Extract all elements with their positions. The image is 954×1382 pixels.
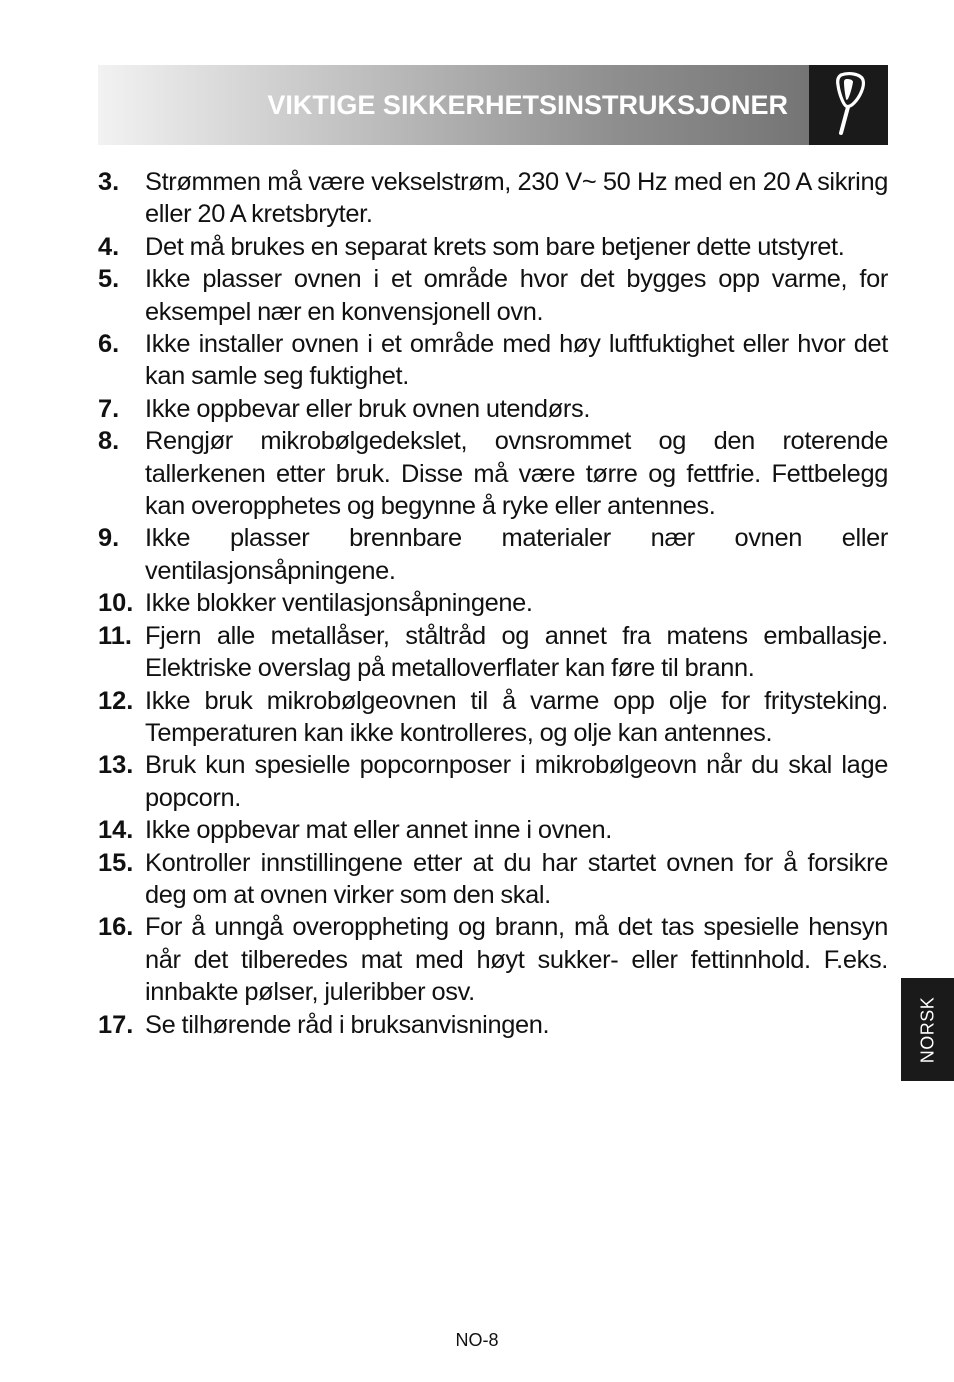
instruction-item xyxy=(98,522,888,587)
instruction-number: 8. xyxy=(98,427,120,456)
instruction-number: 10. xyxy=(98,589,134,618)
section-header xyxy=(98,65,888,145)
warning-icon-box xyxy=(809,65,888,145)
instruction-item xyxy=(98,1009,888,1041)
instruction-number: 16. xyxy=(98,913,134,942)
instruction-number: 14. xyxy=(98,816,134,845)
instruction-number: 4. xyxy=(98,232,120,261)
instruction-number: 13. xyxy=(98,751,134,780)
instruction-text: Strømmen må være vekselstrøm, 230 V~ 50 Hz med en 20 A sikring eller 20 A kretsbryter. xyxy=(145,168,888,229)
instruction-number: 17. xyxy=(98,1010,134,1039)
instruction-number: 6. xyxy=(98,330,120,359)
language-tab xyxy=(901,978,954,1081)
page-number: NO-8 xyxy=(455,1330,499,1350)
instruction-item xyxy=(98,328,888,393)
instruction-text: Se tilhørende råd i bruksanvisningen. xyxy=(145,1010,550,1039)
instruction-number: 15. xyxy=(98,848,134,877)
instruction-item xyxy=(98,814,888,846)
instruction-item xyxy=(98,749,888,814)
instruction-text: Ikke blokker ventilasjonsåpningene. xyxy=(145,589,533,618)
language-tab-label: NORSK xyxy=(917,996,937,1063)
warning-exclamation-icon xyxy=(827,71,869,139)
instruction-item xyxy=(98,263,888,328)
instruction-text: Ikke oppbevar mat eller annet inne i ovnen. xyxy=(145,816,612,845)
instructions-list xyxy=(98,166,888,1041)
instruction-text: Ikke plasser brennbare materialer nær ovnen eller ventilasjonsåpningene. xyxy=(145,524,888,585)
instruction-number: 7. xyxy=(98,394,120,423)
instruction-item xyxy=(98,847,888,912)
instruction-item xyxy=(98,425,888,522)
instruction-text: Ikke bruk mikrobølgeovnen til å varme opp olje for fritysteking. Temperaturen kan ikke kontrolleres, og olje kan antennes. xyxy=(145,686,888,747)
instruction-number: 12. xyxy=(98,686,134,715)
instruction-text: Rengjør mikrobølgedekslet, ovnsrommet og den roterende tallerkenen etter bruk. Disse må være tørre og fettfrie. Fettbelegg kan overopphetes og begynne å ryke eller antennes. xyxy=(145,427,888,521)
instruction-text: Fjern alle metallåser, ståltråd og annet fra matens emballasje. Elektriske overslag på metalloverflater kan føre til brann. xyxy=(145,621,888,683)
instruction-text: Bruk kun spesielle popcornposer i mikrobølgeovn når du skal lage popcorn. xyxy=(145,751,888,812)
section-title: VIKTIGE SIKKERHETSINSTRUKSJONER xyxy=(267,90,788,120)
instruction-text: Det må brukes en separat krets som bare betjener dette utstyret. xyxy=(145,232,845,261)
instruction-item xyxy=(98,587,888,619)
instruction-item xyxy=(98,231,888,263)
instruction-text: Ikke oppbevar eller bruk ovnen utendørs. xyxy=(145,394,591,423)
instruction-text: Kontroller innstillingene etter at du har startet ovnen for å forsikre deg om at ovnen virker som den skal. xyxy=(145,848,888,909)
instruction-item xyxy=(98,911,888,1008)
instruction-number: 11. xyxy=(98,621,132,650)
instruction-item xyxy=(98,166,888,231)
instruction-item xyxy=(98,393,888,425)
instruction-text: Ikke installer ovnen i et område med høy luftfuktighet eller hvor det kan samle seg fuktighet. xyxy=(145,330,888,391)
instruction-text: For å unngå overoppheting og brann, må det tas spesielle hensyn når det tilberedes mat med høyt sukker- eller fettinnhold. F.eks. innbakte pølser, juleribber osv. xyxy=(145,913,888,1007)
instruction-item xyxy=(98,620,888,685)
instruction-text: Ikke plasser ovnen i et område hvor det bygges opp varme, for eksempel nær en konvensjonell ovn. xyxy=(145,265,888,326)
instruction-number: 9. xyxy=(98,524,120,553)
instruction-number: 5. xyxy=(98,265,120,294)
instruction-number: 3. xyxy=(98,168,120,196)
instruction-item xyxy=(98,685,888,750)
